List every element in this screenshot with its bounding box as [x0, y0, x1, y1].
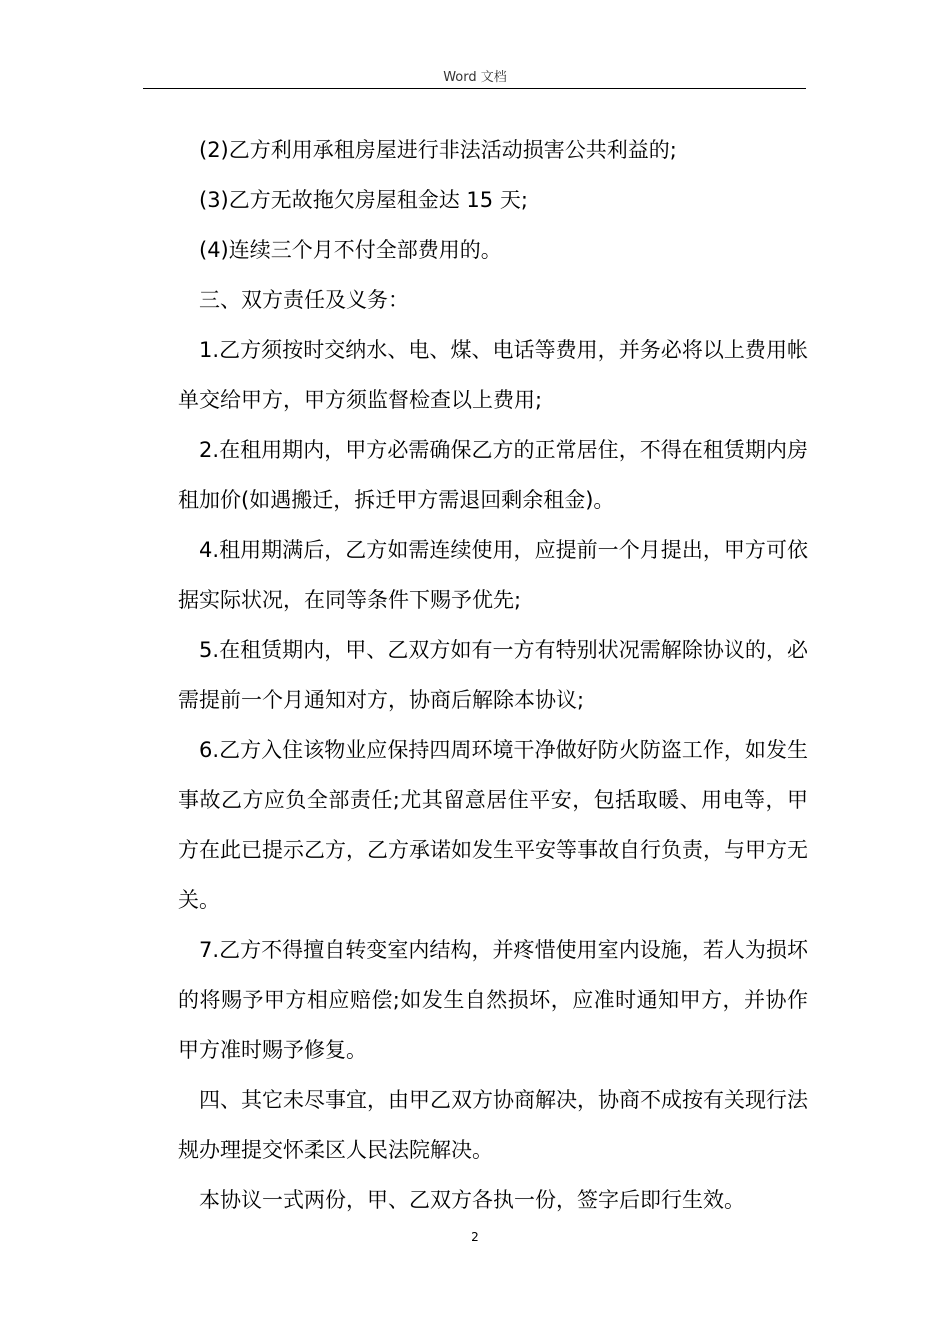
paragraph-item-2: 2.在租用期内，甲方必需确保乙方的正常居住，不得在租赁期内房租加价(如遇搬迁，拆迁甲方需退回剩余租金)。	[178, 438, 808, 512]
header-divider	[143, 88, 806, 89]
paragraph-clause-3: (3)乙方无故拖欠房屋租金达 15 天;	[199, 188, 528, 212]
section-heading-other-matters: 四、其它未尽事宜，由甲乙双方协商解决，协商不成按有关现行法规办理提交怀柔区人民法院解决。	[178, 1088, 808, 1162]
paragraph-item-4: 4.租用期满后，乙方如需连续使用，应提前一个月提出，甲方可依据实际状况，在同等条件下赐予优先;	[178, 538, 808, 612]
paragraph-item-1: 1.乙方须按时交纳水、电、煤、电话等费用，并务必将以上费用帐单交给甲方，甲方须监督检查以上费用;	[178, 338, 808, 412]
paragraph-item-5: 5.在租赁期内，甲、乙双方如有一方有特别状况需解除协议的，必需提前一个月通知对方，协商后解除本协议;	[178, 638, 808, 712]
paragraph-item-6: 6.乙方入住该物业应保持四周环境干净做好防火防盗工作，如发生事故乙方应负全部责任;尤其留意居住平安，包括取暖、用电等，甲方在此已提示乙方，乙方承诺如发生平安等事故自行负责，与甲方无关。	[178, 738, 808, 912]
page-number: 2	[471, 1230, 479, 1244]
paragraph-copies-effective: 本协议一式两份，甲、乙双方各执一份，签字后即行生效。	[199, 1188, 745, 1212]
page-header-title: Word 文档	[443, 70, 507, 85]
paragraph-clause-4: (4)连续三个月不付全部费用的。	[199, 238, 502, 262]
section-heading-responsibilities: 三、双方责任及义务：	[199, 288, 409, 312]
paragraph-clause-2: (2)乙方利用承租房屋进行非法活动损害公共利益的;	[199, 138, 677, 162]
document-body	[178, 125, 808, 1225]
paragraph-item-7: 7.乙方不得擅自转变室内结构，并疼惜使用室内设施，若人为损坏的将赐予甲方相应赔偿;如发生自然损坏，应准时通知甲方，并协作甲方准时赐予修复。	[178, 938, 808, 1062]
